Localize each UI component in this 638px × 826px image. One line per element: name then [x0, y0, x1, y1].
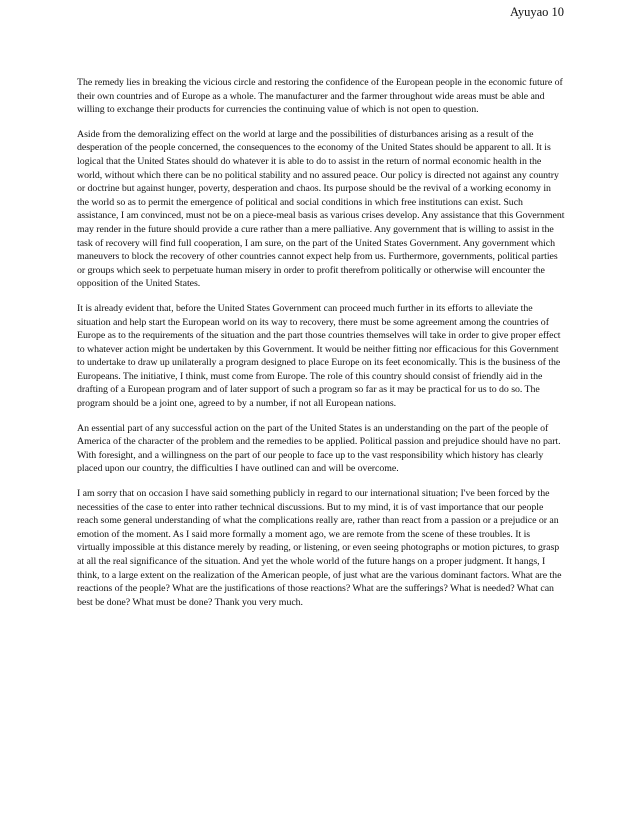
paragraph-public-understanding: An essential part of any successful action on the part of the United States is an understanding on the part of the people of America of the character of the problem and the remedies to be applied. Political passion and prejudice should have no part. With foresight, and a willingness on the part of our people to face up to the vast responsibility which history has clearly placed upon our country, the difficulties I have outlined can and will be overcome. [77, 422, 561, 475]
paragraph-remedy: The remedy lies in breaking the vicious circle and restoring the confidence of the European people in the economic future of their own countries and of Europe as a whole. The manufacturer and the farmer throughout wide areas must be able and willing to exchange their products for currencies the continuing value of which is not open to question. [77, 77, 563, 116]
paragraph-european-agreement: It is already evident that, before the United States Government can proceed much further in its efforts to alleviate the situation and help start the European world on its way to recovery, there must be some agreement among the countries of Europe as to the requirements of the situation and the part those countries themselves will take in order to give proper effect to whatever action might be undertaken by this Government. It would be neither fitting nor efficacious for this Government to undertake to draw up unilaterally a program designed to place Europe on its feet economically. This is the business of the Europeans. The initiative, I think, must come from Europe. The role of this country should consist of friendly aid in the drafting of a European program and of later support of such a program so far as it may be practical for us to do so. The program should be a joint one, agreed to by a number, if not all European nations. [77, 302, 561, 410]
paragraph-us-policy: Aside from the demoralizing effect on the world at large and the possibilities of disturbances arising as a result of the desperation of the people concerned, the consequences to the economy of the United States should be apparent to all. It is logical that the United States should do whatever it is able to do to assist in the return of normal economic health in the world, without which there can be no political stability and no assured peace. Our policy is directed not against any country or doctrine but against hunger, poverty, desperation and chaos. Its purpose should be the revival of a working economy in the world so as to permit the emergence of political and social conditions in which free institutions can exist. Such assistance, I am convinced, must not be on a piece-meal basis as various crises develop. Any assistance that this Government may render in the future should provide a cure rather than a mere palliative. Any government that is willing to assist in the task of recovery will find full cooperation, I am sure, on the part of the United States Government. Any government which maneuvers to block the recovery of other countries cannot expect help from us. Furthermore, governments, political parties or groups which seek to perpetuate human misery in order to profit therefrom politically or otherwise will encounter the opposition of the United States. [77, 128, 565, 290]
running-head: Ayuyao 10 [509, 5, 564, 19]
document-body [77, 76, 565, 620]
paragraph-closing-remarks: I am sorry that on occasion I have said something publicly in regard to our international situation; I've been forced by the necessities of the case to enter into rather technical discussions. But to my mind, it is of vast importance that our people reach some general understanding of what the complications really are, rather than react from a passion or a prejudice or an emotion of the moment. As I said more formally a moment ago, we are remote from the scene of these troubles. It is virtually impossible at this distance merely by reading, or listening, or even seeing photographs or motion pictures, to grasp at all the real significance of the situation. And yet the whole world of the future hangs on a proper judgment. It hangs, I think, to a large extent on the realization of the American people, of just what are the various dominant factors. What are the reactions of the people? What are the justifications of those reactions? What are the sufferings? What is needed? What can best be done? What must be done? Thank you very much. [77, 488, 562, 608]
